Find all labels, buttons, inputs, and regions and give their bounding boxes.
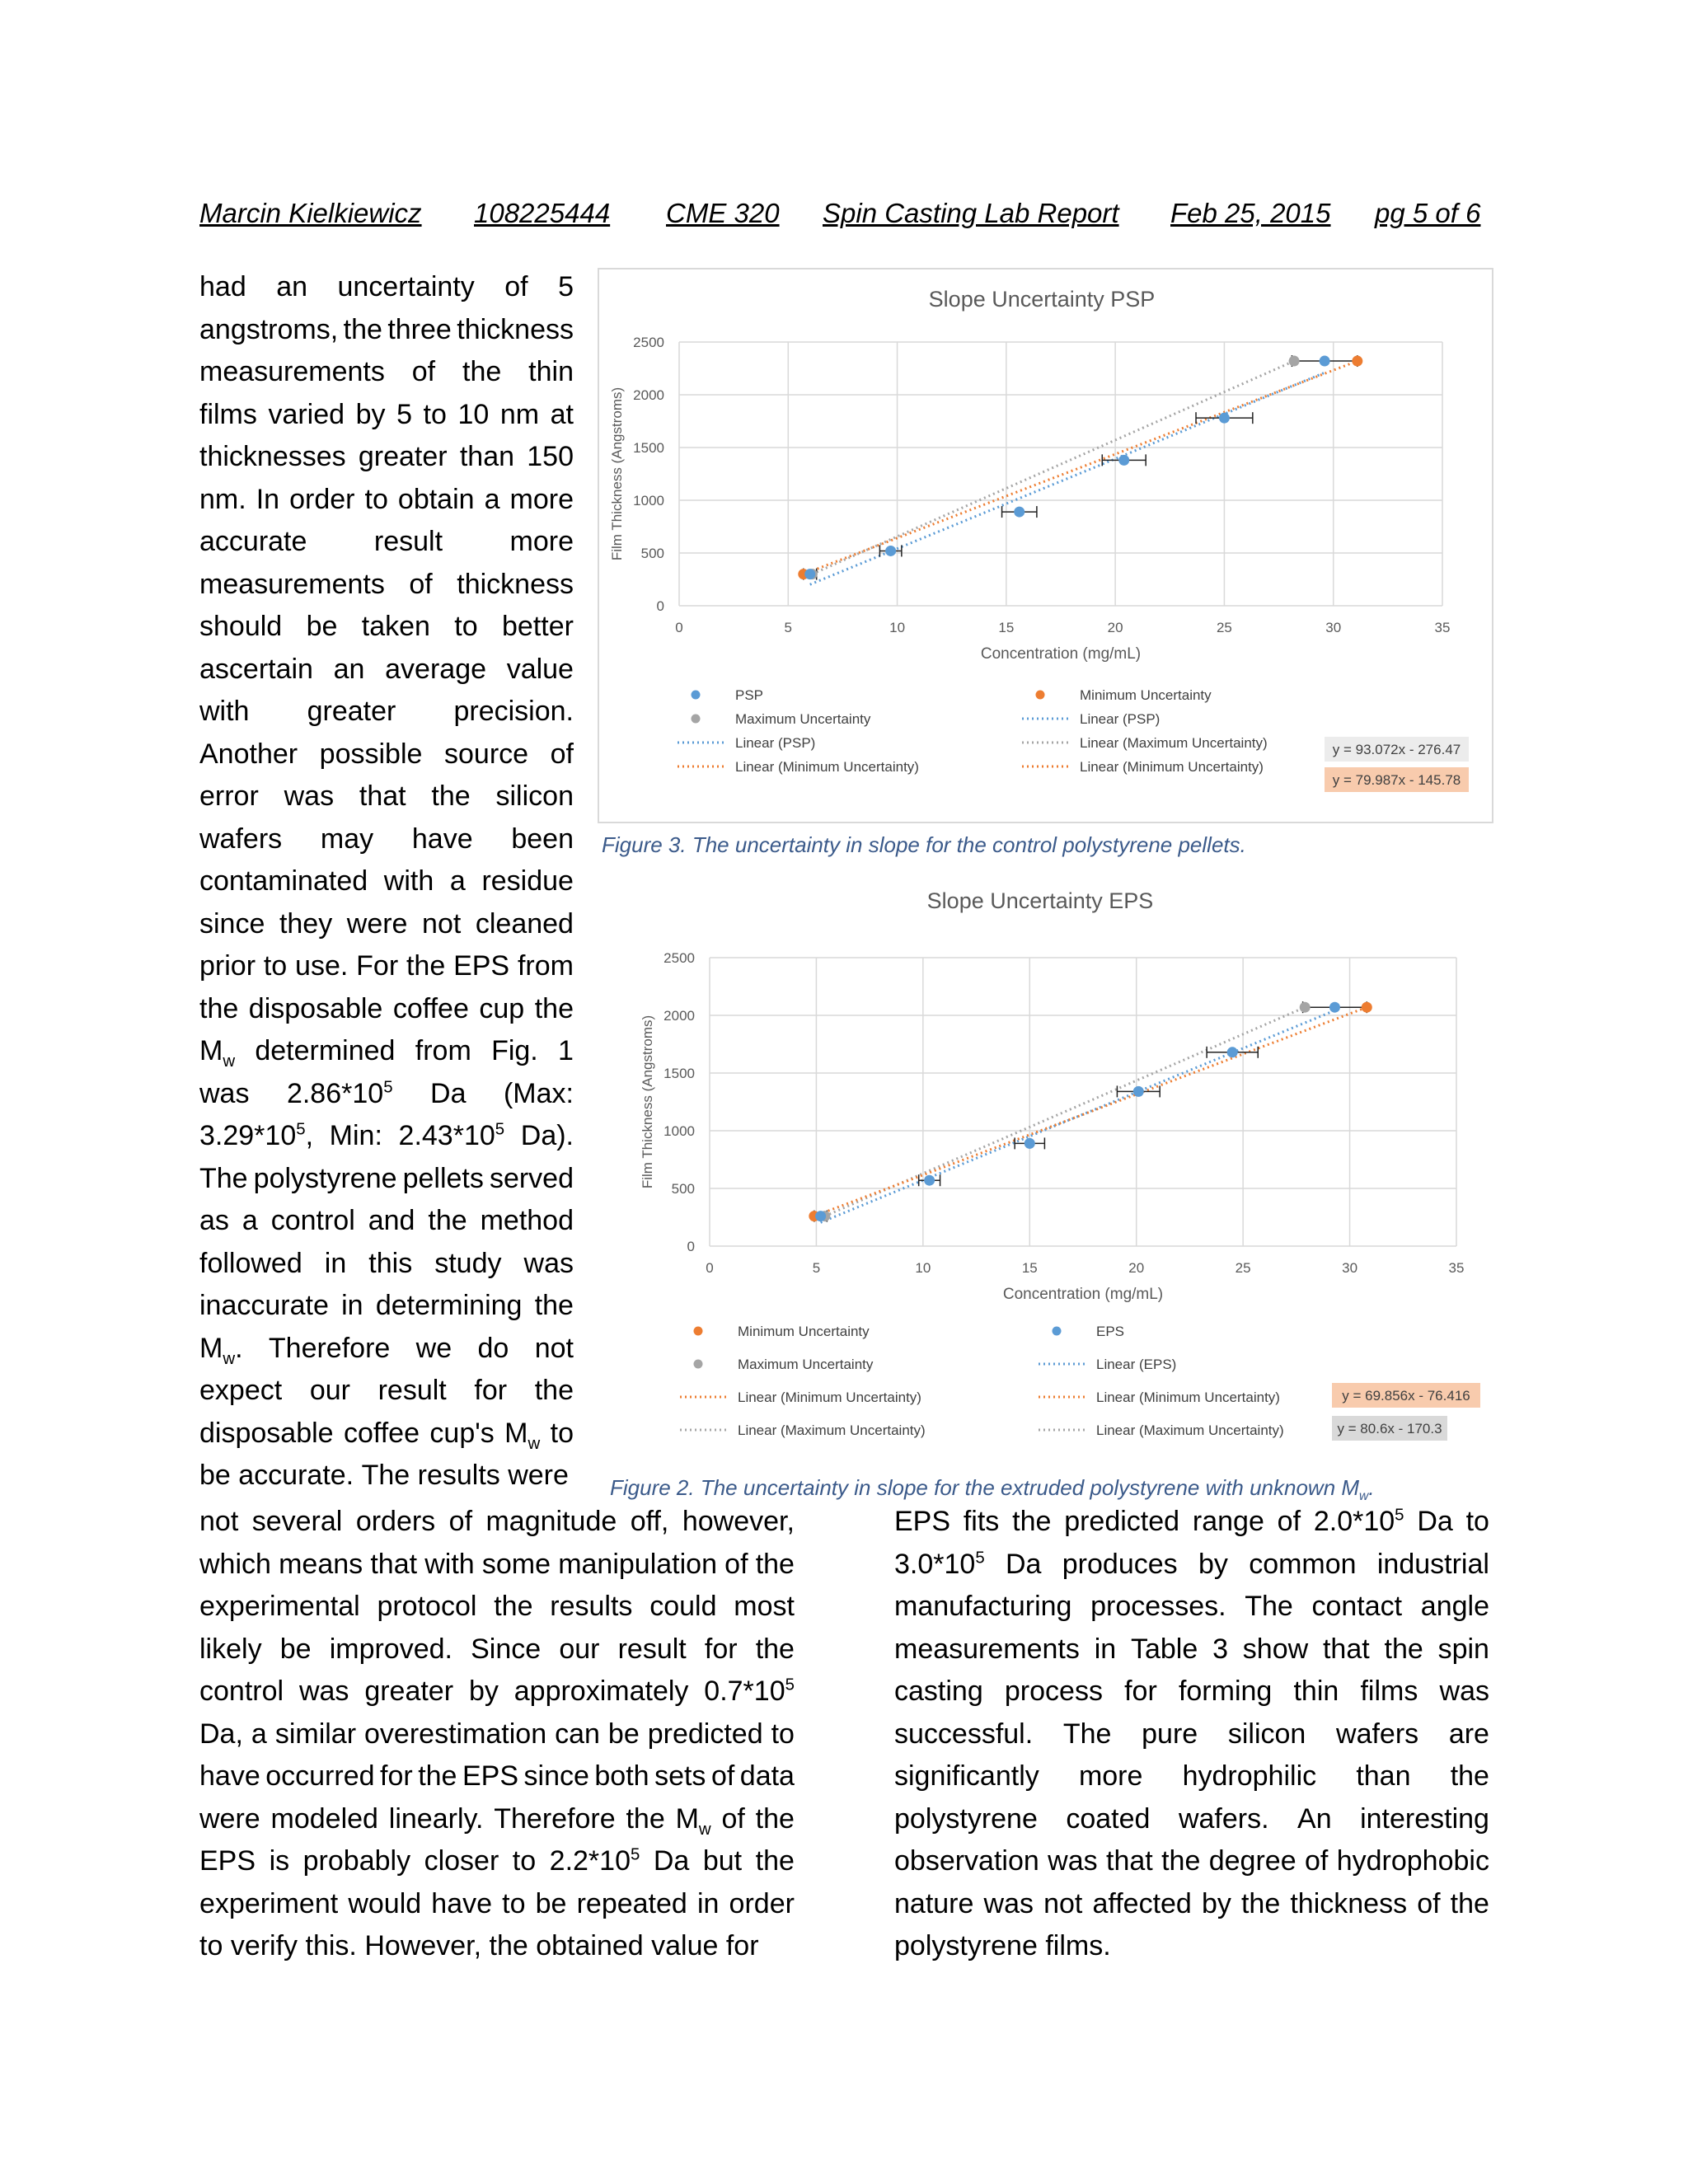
page-header: [199, 198, 1485, 237]
legend-marker: [692, 715, 701, 724]
data-point: [1352, 356, 1362, 367]
text-line: polystyrene films.: [894, 1930, 1111, 1961]
y-tick-label: 0: [687, 1239, 695, 1254]
text-line: with greater precision.: [199, 696, 574, 727]
left-column-text: [199, 266, 574, 1497]
data-point: [1320, 356, 1330, 367]
trendline: [804, 361, 1357, 574]
chart-eps-frame: [602, 874, 1488, 1455]
text-line: prior to use. For the EPS from: [199, 950, 574, 982]
legend-label: Linear (Minimum Uncertainty): [735, 759, 919, 775]
legend-label: Linear (PSP): [1080, 711, 1160, 727]
text-line: Another possible source of: [199, 738, 574, 770]
legend-label: Linear (PSP): [735, 735, 816, 751]
y-tick-label: 1500: [663, 1066, 695, 1081]
y-tick-label: 2000: [633, 387, 664, 403]
x-tick-label: 0: [675, 620, 683, 635]
text-line: should be taken to better: [199, 611, 574, 642]
x-tick-label: 20: [1128, 1260, 1145, 1276]
data-point: [1329, 1002, 1340, 1013]
text-line: followed in this study was: [199, 1247, 574, 1279]
data-point: [1362, 1002, 1372, 1013]
text-line: polystyrene coated wafers. An interesting: [894, 1802, 1489, 1835]
header-course: CME 320: [666, 198, 780, 228]
text-line: $3.29*10^5$, Min: $2.43*10^5$ Da).: [199, 1120, 574, 1151]
trendline: [821, 1010, 1335, 1222]
text-line: expect our result for the: [199, 1375, 574, 1406]
y-tick-label: 500: [671, 1181, 695, 1197]
legend-label: Minimum Uncertainty: [1080, 687, 1212, 703]
text-line: nature was not affected by the thickness of the: [894, 1887, 1489, 1919]
text-line: ascertain an average value: [199, 653, 574, 685]
text-line: likely be improved. Since our result for the: [199, 1633, 795, 1665]
chart-psp-frame: [598, 268, 1493, 823]
figure-2-caption-text: Figure 2. The uncertainty in slope for the extruded polystyrene with unknown $M_w$.: [610, 1475, 1375, 1504]
x-tick-label: 25: [1216, 620, 1232, 635]
legend-label: Linear (Maximum Uncertainty): [738, 1422, 926, 1438]
x-tick-label: 5: [812, 1260, 821, 1276]
legend-label: Linear (Minimum Uncertainty): [738, 1390, 921, 1405]
text-line: which means that with some manipulation of the: [199, 1548, 795, 1580]
data-point: [1219, 413, 1230, 424]
trendline: [814, 1007, 1367, 1216]
data-point: [1289, 356, 1300, 367]
text-line: since they were not cleaned: [199, 907, 574, 940]
text-line: EPS fits the predicted range of $2.0*10^5$ Da to: [894, 1506, 1489, 1537]
text-line: error was that the silicon: [199, 780, 574, 812]
y-tick-label: 2500: [663, 950, 695, 966]
legend-label: Maximum Uncertainty: [738, 1357, 874, 1372]
text-line: successful. The pure silicon wafers are: [894, 1718, 1489, 1750]
data-point: [885, 546, 896, 556]
x-tick-label: 30: [1325, 620, 1342, 635]
x-axis-label: Concentration (mg/mL): [980, 645, 1142, 663]
chart-title: Slope Uncertainty PSP: [928, 287, 1156, 312]
header-page-number: pg 5 of 6: [1375, 198, 1481, 228]
x-tick-label: 35: [1448, 1260, 1465, 1276]
trendline-equation: y = 93.072x - 276.47: [1332, 742, 1461, 757]
x-tick-label: 30: [1342, 1260, 1358, 1276]
legend-label: Maximum Uncertainty: [735, 711, 871, 727]
data-point: [1025, 1138, 1035, 1149]
header-title: Spin Casting Lab Report: [823, 198, 1119, 228]
legend-label: PSP: [735, 687, 764, 703]
text-line: experimental protocol the results could most: [199, 1591, 795, 1622]
data-point: [924, 1175, 935, 1186]
header-author: Marcin Kielkiewicz: [199, 198, 422, 228]
x-tick-label: 10: [889, 620, 906, 635]
trendline-equation: y = 80.6x - 170.3: [1337, 1421, 1442, 1436]
legend-marker: [1053, 1327, 1062, 1336]
header-date: Feb 25, 2015: [1170, 198, 1331, 228]
legend-label: EPS: [1096, 1324, 1125, 1339]
chart-slope-uncertainty-eps: [602, 874, 1488, 1455]
legend-label: Linear (Minimum Uncertainty): [1096, 1390, 1280, 1405]
text-line: control was greater by approximately $0.7*10^5$: [199, 1675, 795, 1707]
y-tick-label: 2000: [663, 1008, 695, 1024]
y-tick-label: 2500: [633, 335, 664, 350]
text-line: casting process for forming thin films was: [894, 1675, 1489, 1707]
trendline-equation: y = 69.856x - 76.416: [1342, 1388, 1470, 1404]
legend-label: Minimum Uncertainty: [738, 1324, 870, 1339]
legend-marker: [694, 1360, 703, 1369]
text-line: as a control and the method: [199, 1205, 574, 1236]
text-line: not several orders of magnitude off, however,: [199, 1506, 795, 1537]
text-line: measurements of the thin: [199, 356, 574, 387]
data-point: [804, 569, 815, 579]
bottom-right-column-text: [894, 1501, 1489, 1968]
legend-marker: [694, 1327, 703, 1336]
text-line: measurements in Table 3 show that the spin: [894, 1633, 1489, 1665]
x-tick-label: 15: [1021, 1260, 1038, 1276]
header-id: 108225444: [474, 198, 611, 228]
x-tick-label: 5: [784, 620, 793, 635]
text-line: wafers may have been: [199, 823, 574, 855]
chart-title: Slope Uncertainty EPS: [926, 888, 1154, 913]
text-line: EPS is probably closer to $2.2*10^5$ Da but the: [199, 1845, 795, 1877]
text-line: to verify this. However, the obtained value for: [199, 1930, 759, 1961]
trendline-equation: y = 79.987x - 145.78: [1332, 772, 1461, 788]
text-line: $3.0*10^5$ Da produces by common industrial: [894, 1548, 1489, 1580]
y-tick-label: 0: [656, 598, 664, 614]
legend-label: Linear (Minimum Uncertainty): [1080, 759, 1264, 775]
text-line: $M_w$. Therefore we do not: [199, 1332, 574, 1368]
text-line: thicknesses greater than 150: [199, 441, 574, 472]
y-tick-label: 1000: [633, 493, 664, 509]
text-line: have occurred for the EPS since both sets of data: [199, 1760, 795, 1792]
x-tick-label: 25: [1235, 1260, 1251, 1276]
data-point: [1118, 455, 1129, 466]
x-tick-label: 35: [1434, 620, 1451, 635]
text-line: contaminated with a residue: [199, 865, 574, 897]
text-line: had an uncertainty of 5: [199, 271, 574, 302]
text-line: angstroms, the three thickness: [199, 313, 574, 345]
text-line: significantly more hydrophilic than the: [894, 1760, 1489, 1792]
y-axis-label: Film Thickness (Angstroms): [640, 1015, 655, 1189]
legend-label: Linear (Maximum Uncertainty): [1080, 735, 1268, 751]
y-axis-label: Film Thickness (Angstroms): [609, 387, 625, 561]
text-line: Da, a similar overestimation can be predicted to: [199, 1718, 795, 1750]
text-line: the disposable coffee cup the: [199, 992, 574, 1024]
data-point: [1227, 1047, 1238, 1057]
text-line: disposable coffee cup's $M_w$ to: [199, 1417, 574, 1453]
bottom-left-column-text: [199, 1501, 795, 1968]
text-line: was $2.86*10^5$ Da (Max:: [199, 1077, 574, 1109]
text-line: measurements of thickness: [199, 568, 574, 600]
text-line: nm. In order to obtain a more: [199, 483, 574, 515]
text-line: were modeled linearly. Therefore the $M_w$ of the: [199, 1802, 795, 1839]
data-point: [815, 1211, 826, 1221]
text-line: observation was that the degree of hydrophobic: [894, 1845, 1489, 1877]
data-point: [1300, 1002, 1311, 1013]
legend-marker: [692, 691, 701, 700]
x-tick-label: 15: [998, 620, 1015, 635]
y-tick-label: 1500: [633, 440, 664, 456]
text-line: manufacturing processes. The contact angle: [894, 1591, 1489, 1622]
y-tick-label: 500: [640, 546, 664, 561]
text-line: inaccurate in determining the: [199, 1290, 574, 1321]
text-line: films varied by 5 to 10 nm at: [199, 398, 574, 430]
x-tick-label: 10: [915, 1260, 931, 1276]
x-tick-label: 20: [1107, 620, 1123, 635]
text-line: be accurate. The results were: [199, 1460, 569, 1491]
text-line: $M_w$ determined from Fig. 1: [199, 1035, 574, 1071]
legend-marker: [1036, 691, 1045, 700]
y-tick-label: 1000: [663, 1123, 695, 1139]
figure-2-caption: [610, 1475, 1375, 1504]
text-line: The polystyrene pellets served: [199, 1162, 574, 1194]
text-line: experiment would have to be repeated in order: [199, 1887, 795, 1919]
legend-label: Linear (Maximum Uncertainty): [1096, 1422, 1284, 1438]
x-tick-label: 0: [706, 1260, 714, 1276]
figure-3-caption: Figure 3. The uncertainty in slope for the control polystyrene pellets.: [602, 832, 1246, 857]
chart-slope-uncertainty-psp: [599, 269, 1492, 822]
trendline: [812, 361, 1294, 574]
text-line: accurate result more: [199, 526, 574, 557]
legend-label: Linear (EPS): [1096, 1357, 1177, 1372]
trendline: [825, 1007, 1305, 1216]
data-point: [1133, 1086, 1144, 1097]
data-point: [1014, 507, 1025, 518]
x-axis-label: Concentration (mg/mL): [1002, 1286, 1164, 1303]
